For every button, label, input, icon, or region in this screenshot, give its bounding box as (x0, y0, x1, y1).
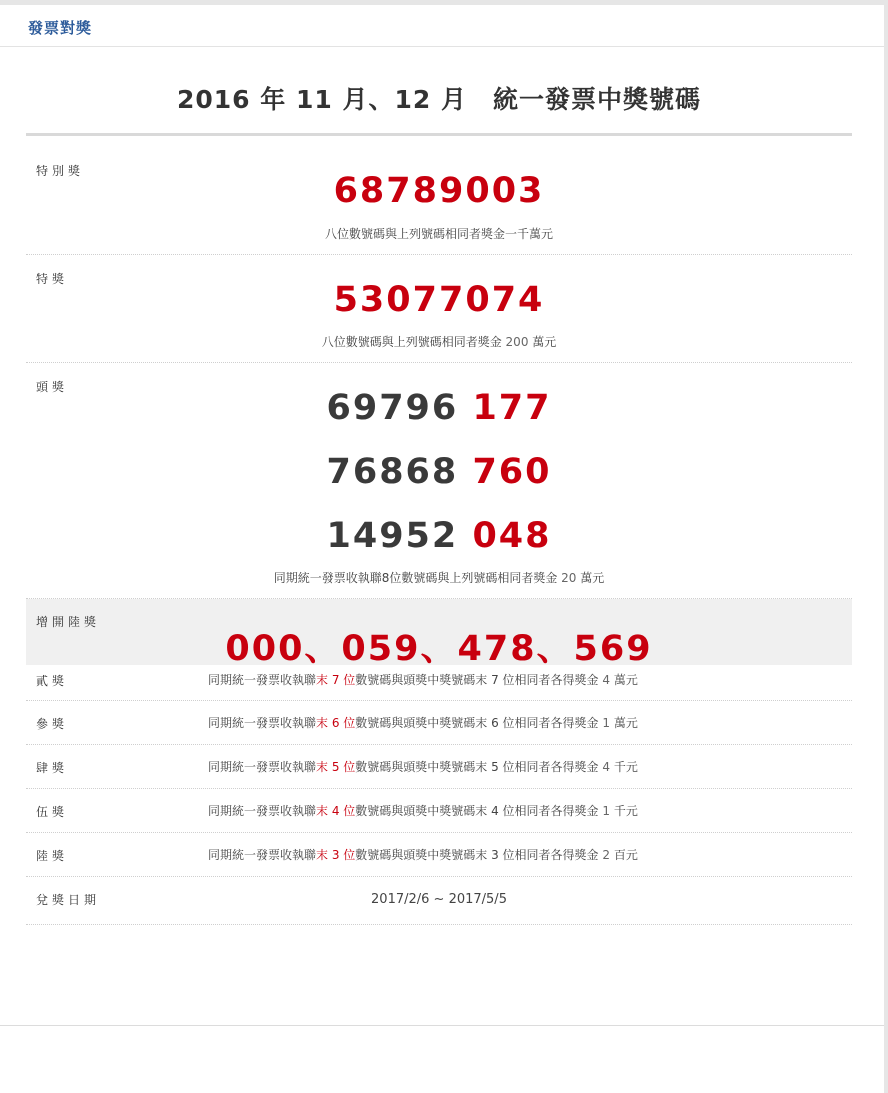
tier-desc-highlight: 末 6 位 (316, 716, 356, 730)
header-bar (0, 5, 884, 47)
extra-prize-numbers: 000、059、478、569 (225, 629, 653, 669)
tier-desc-highlight: 末 5 位 (316, 760, 356, 774)
redeem-date-label: 兌獎日期 (36, 893, 101, 907)
grand-prize-note (26, 333, 852, 350)
title-divider (26, 133, 852, 136)
tier-desc-amount: 4 (602, 760, 611, 774)
tier-desc-amount: 1 (602, 716, 611, 730)
first-prize-number-head: 69796 (326, 388, 459, 428)
first-prize-label: 頭獎 (36, 380, 69, 394)
sixth-prize-row (26, 833, 852, 877)
grand-note-text: 八位數號碼與上列號碼相同者獎金 (321, 335, 506, 349)
tier-desc-amount: 1 (602, 804, 611, 818)
extra-sixth-prize-row (26, 599, 852, 669)
first-prize-number-tail: 760 (472, 452, 552, 492)
first-note-text: 同期統一發票收執聯8位數號碼與上列號碼相同者獎金 (273, 571, 562, 585)
second-prize-row (26, 665, 852, 701)
grand-note-unit: 萬元 (528, 335, 557, 349)
grand-prize-label: 特獎 (36, 272, 69, 286)
tier-desc-highlight: 末 3 位 (316, 848, 356, 862)
footer-divider (0, 1025, 884, 1026)
tier-desc-text: 數號碼與頭獎中獎號碼末 7 位相同者各得獎金 (355, 673, 603, 687)
tier-description (208, 802, 638, 819)
redeem-date-row (26, 877, 852, 925)
first-prize-note (26, 569, 852, 586)
tier-description (208, 846, 638, 863)
page-title: 2016 年 11 月、12 月 統一發票中獎號碼 (177, 85, 701, 114)
first-prize-number-head: 14952 (326, 516, 459, 556)
tier-desc-unit: 萬元 (610, 716, 638, 730)
redeem-date-range: 2017/2/6 ~ 2017/5/5 (371, 892, 507, 907)
tier-label: 陸獎 (36, 849, 69, 863)
first-prize-number-tail: 177 (472, 388, 552, 428)
tier-desc-highlight: 末 4 位 (316, 804, 356, 818)
special-prize-number: 68789003 (333, 171, 545, 211)
tier-label: 貳獎 (36, 674, 69, 688)
grand-prize-row (26, 255, 852, 363)
tier-description (208, 714, 638, 731)
tier-desc-unit: 千元 (610, 760, 638, 774)
tier-description (208, 758, 638, 775)
tier-desc-text: 數號碼與頭獎中獎號碼末 5 位相同者各得獎金 (355, 760, 603, 774)
first-note-unit: 萬元 (576, 571, 605, 585)
first-note-amount: 20 (561, 571, 577, 585)
tier-desc-unit: 百元 (610, 848, 638, 862)
special-prize-row (26, 150, 852, 255)
tier-description (208, 671, 638, 688)
tier-desc-unit: 千元 (610, 804, 638, 818)
tier-desc-text: 同期統一發票收執聯 (208, 716, 317, 730)
tier-desc-text: 同期統一發票收執聯 (208, 804, 317, 818)
tier-desc-unit: 萬元 (610, 673, 638, 687)
grand-prize-number: 53077074 (333, 280, 545, 320)
tier-desc-text: 同期統一發票收執聯 (208, 760, 317, 774)
tier-label: 參獎 (36, 717, 69, 731)
first-prize-row (26, 363, 852, 599)
first-prize-number (26, 516, 852, 556)
third-prize-row (26, 701, 852, 745)
tier-desc-amount: 4 (602, 673, 611, 687)
tier-desc-text: 數號碼與頭獎中獎號碼末 6 位相同者各得獎金 (355, 716, 603, 730)
special-prize-note: 八位數號碼與上列號碼相同者獎金一千萬元 (324, 227, 553, 241)
grand-note-amount: 200 (505, 335, 529, 349)
tier-label: 伍獎 (36, 805, 69, 819)
first-prize-number-tail: 048 (472, 516, 552, 556)
first-prize-number-head: 76868 (326, 452, 459, 492)
tier-desc-amount: 2 (602, 848, 611, 862)
tier-desc-text: 數號碼與頭獎中獎號碼末 3 位相同者各得獎金 (355, 848, 603, 862)
fifth-prize-row (26, 789, 852, 833)
tier-desc-text: 同期統一發票收執聯 (208, 848, 317, 862)
brand-link[interactable]: 發票對獎 (28, 19, 93, 37)
extra-prize-label: 增開陸獎 (36, 615, 101, 629)
fourth-prize-row (26, 745, 852, 789)
first-prize-number (26, 388, 852, 428)
first-prize-number (26, 452, 852, 492)
tier-desc-text: 同期統一發票收執聯 (208, 673, 317, 687)
tier-label: 肆獎 (36, 761, 69, 775)
tier-desc-text: 數號碼與頭獎中獎號碼末 4 位相同者各得獎金 (355, 804, 603, 818)
right-border (884, 0, 888, 1093)
tier-desc-highlight: 末 7 位 (316, 673, 356, 687)
special-prize-label: 特別獎 (36, 164, 85, 178)
